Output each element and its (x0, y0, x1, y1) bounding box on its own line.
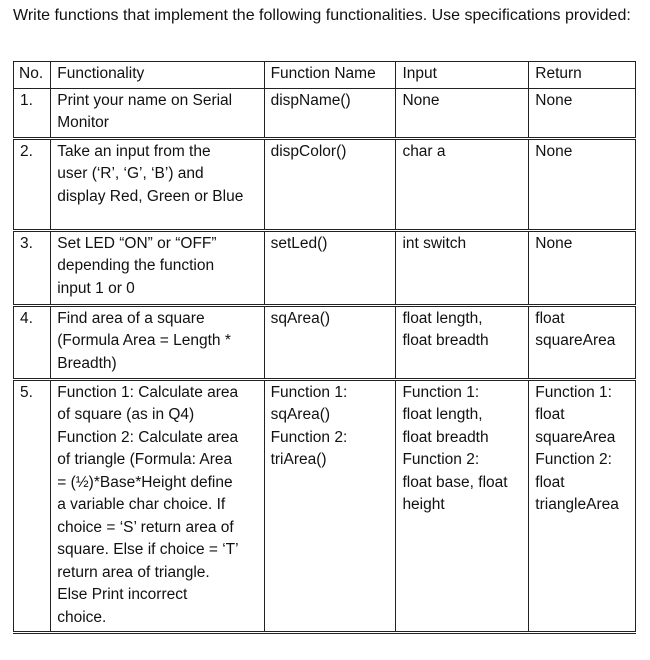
row-functionality: Set LED “ON” or “OFF” depending the function input 1 or 0 (51, 230, 264, 305)
row-input: char a (396, 138, 529, 230)
row-no: 2. (14, 138, 51, 230)
row-input: float length, float breadth (396, 305, 529, 379)
row-return: None (529, 138, 636, 230)
table-row (14, 138, 636, 230)
table-row (14, 88, 636, 138)
table-row (14, 230, 636, 305)
specification-table (13, 61, 636, 634)
header-function-name: Function Name (264, 62, 396, 89)
table-row (14, 379, 636, 633)
row-no: 3. (14, 230, 51, 305)
row-functionality: Find area of a square (Formula Area = Length * Breadth) (51, 305, 264, 379)
row-input: Function 1: float length, float breadth Function 2: float base, float height (396, 379, 529, 633)
table-row (14, 305, 636, 379)
row-function-name: Function 1: sqArea() Function 2: triArea() (264, 379, 396, 633)
row-return: float squareArea (529, 305, 636, 379)
row-function-name: dispName() (264, 88, 396, 138)
header-functionality: Functionality (51, 62, 264, 89)
row-function-name: sqArea() (264, 305, 396, 379)
table-header-row (14, 62, 636, 89)
instructions-text: Write functions that implement the following functionalities. Use specifications provided: (13, 7, 631, 24)
header-return: Return (529, 62, 636, 89)
row-input: None (396, 88, 529, 138)
row-functionality: Print your name on Serial Monitor (51, 88, 264, 138)
row-return: None (529, 88, 636, 138)
row-input: int switch (396, 230, 529, 305)
row-functionality: Function 1: Calculate area of square (as in Q4) Function 2: Calculate area of triangle (Formula: Area = (½)*Base*Height define a variable char choice. If choice = ‘S’ return area of square. Else if choice = ‘T’ return area of triangle. Else Print incorrect choice. (51, 379, 264, 633)
row-return: None (529, 230, 636, 305)
header-no: No. (14, 62, 51, 89)
header-input: Input (396, 62, 529, 89)
row-functionality: Take an input from the user (‘R’, ‘G’, ‘B’) and display Red, Green or Blue (51, 138, 264, 230)
row-no: 1. (14, 88, 51, 138)
row-no: 4. (14, 305, 51, 379)
row-return: Function 1: float squareArea Function 2: float triangleArea (529, 379, 636, 633)
row-no: 5. (14, 379, 51, 633)
row-function-name: dispColor() (264, 138, 396, 230)
row-function-name: setLed() (264, 230, 396, 305)
